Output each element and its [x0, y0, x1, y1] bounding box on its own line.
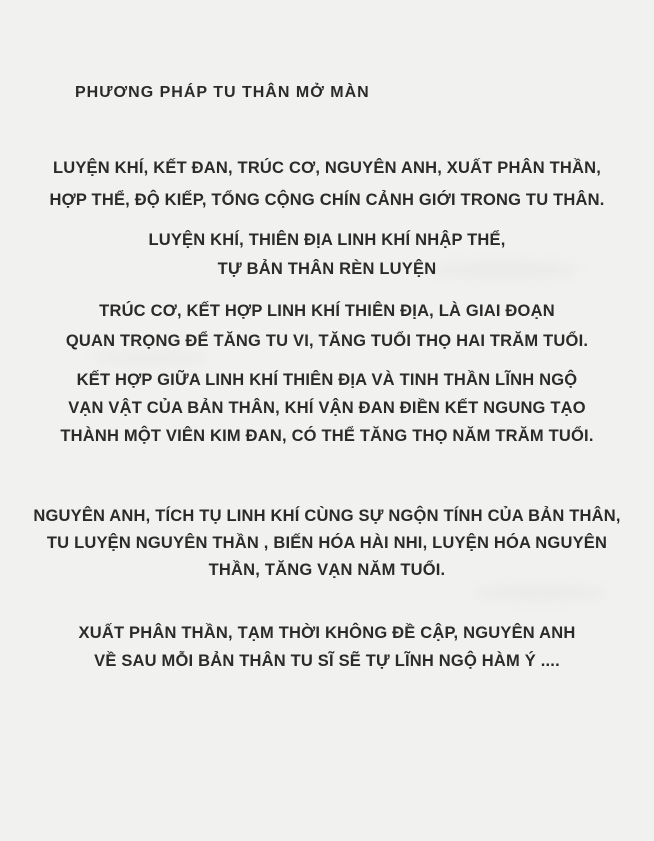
paragraph-truc-co [0, 296, 654, 356]
text-line: TU LUYỆN NGUYÊN THẦN , BIẾN HÓA HÀI NHI, LUYỆN HÓA NGUYÊN [46, 534, 608, 552]
paragraph-nguyen-anh [0, 503, 654, 584]
text-line: THÀNH MỘT VIÊN KIM ĐAN, CÓ THỂ TĂNG THỌ NĂM TRĂM TUỔI. [60, 427, 594, 445]
text-line: TRÚC CƠ, KẾT HỢP LINH KHÍ THIÊN ĐỊA, LÀ GIAI ĐOẠN [99, 302, 555, 320]
text-line: NGUYÊN ANH, TÍCH TỤ LINH KHÍ CÙNG SỰ NGỘN TÍNH CỦA BẢN THÂN, [33, 507, 621, 525]
page-title: PHƯƠNG PHÁP TU THÂN MỞ MÀN [75, 84, 370, 101]
text-line: VỀ SAU MỖI BẢN THÂN TU SĨ SẼ TỰ LĨNH NGỘ HÀM Ý .... [94, 652, 560, 670]
scan-smudge [470, 586, 610, 600]
text-line: QUAN TRỌNG ĐỂ TĂNG TU VI, TĂNG TUỔI THỌ HAI TRĂM TUỔI. [65, 332, 589, 350]
text-line: LUYỆN KHÍ, KẾT ĐAN, TRÚC CƠ, NGUYÊN ANH, XUẤT PHÂN THẦN, [52, 159, 602, 177]
text-line: VẠN VẬT CỦA BẢN THÂN, KHÍ VẬN ĐAN ĐIỀN KẾT NGUNG TẠO [68, 399, 586, 417]
text-line: LUYỆN KHÍ, THIÊN ĐỊA LINH KHÍ NHẬP THỂ, [148, 231, 506, 249]
paragraph-luyen-khi [0, 226, 654, 284]
paragraph-nine-realms-overview [0, 152, 654, 216]
paragraph-ket-dan [0, 366, 654, 450]
text-line: TỰ BẢN THÂN RÈN LUYỆN [217, 260, 437, 278]
text-line: XUẤT PHÂN THẦN, TẠM THỜI KHÔNG ĐỀ CẬP, NGUYÊN ANH [78, 624, 576, 642]
text-line: HỢP THỂ, ĐỘ KIẾP, TỔNG CỘNG CHÍN CẢNH GIỚI TRONG TU THÂN. [49, 191, 605, 209]
text-line: KẾT HỢP GIỮA LINH KHÍ THIÊN ĐỊA VÀ TINH THẦN LĨNH NGỘ [76, 371, 578, 389]
paragraph-xuat-phan-than [0, 619, 654, 675]
text-line: THẦN, TĂNG VẠN NĂM TUỔI. [208, 561, 446, 579]
